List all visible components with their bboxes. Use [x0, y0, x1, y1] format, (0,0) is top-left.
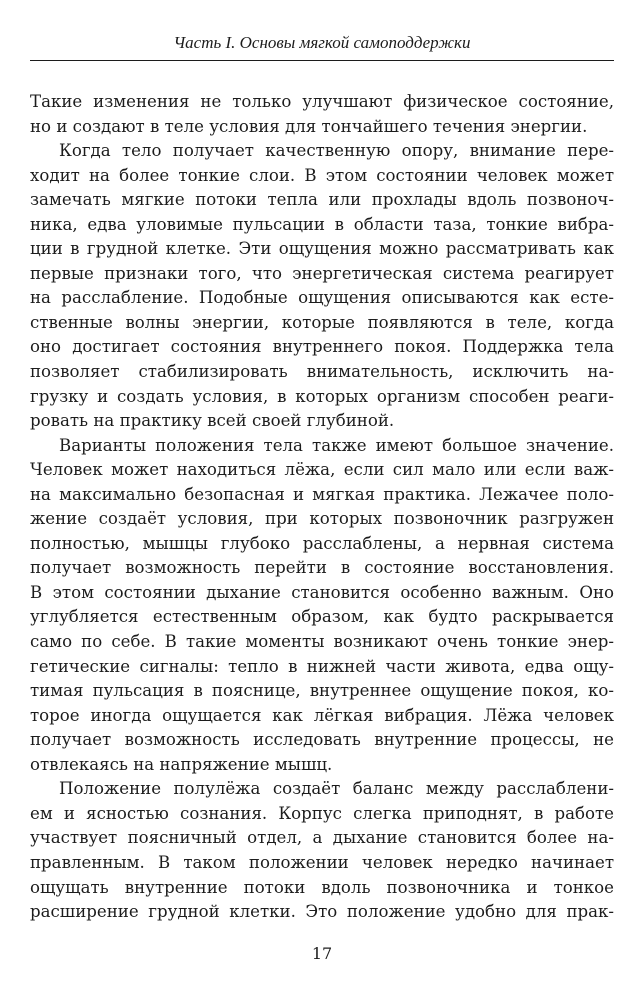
text-line: участвует поясничный отдел, а дыхание становится более на-	[30, 828, 614, 848]
text-line: первые признаки того, что энергетическая система реагирует	[30, 263, 614, 283]
text-line: Такие изменения не только улучшают физическое состояние,	[30, 92, 614, 111]
text-line: В этом состоянии дыхание становится особенно важным. Оно	[30, 582, 614, 602]
running-head: Часть I. Основы мягкой самоподдержки	[173, 33, 471, 52]
text-line: грузку и создать условия, в которых организм способен реаги-	[30, 386, 614, 406]
text-line: на расслабление. Подобные ощущения описываются как есте-	[30, 288, 614, 308]
text-line: ем и ясностью сознания. Корпус слегка приподнят, в работе	[30, 803, 614, 823]
text-line: жение создаёт условия, при которых позвоночник разгружен	[30, 509, 614, 529]
text-line: расширение грудной клетки. Это положение удобно для прак-	[30, 902, 614, 922]
text-line: ровать на практику всей своей глубиной.	[30, 411, 395, 431]
text-line: отвлекаясь на напряжение мышц.	[30, 754, 333, 774]
page-number: 17	[311, 944, 333, 963]
text-line: получает возможность перейти в состояние восстановления.	[30, 558, 614, 578]
text-line: Положение полулёжа создаёт баланс между расслаблени-	[59, 779, 614, 799]
text-line: само по себе. В такие моменты возникают очень тонкие энер-	[30, 632, 614, 652]
text-line: ника, едва уловимые пульсации в области таза, тонкие вибра-	[30, 214, 614, 234]
text-line: углубляется естественным образом, как будто раскрывается	[30, 607, 614, 627]
text-line: торое иногда ощущается как лёгкая вибрация. Лёжа человек	[30, 705, 614, 725]
paragraph	[30, 139, 614, 434]
text-line: замечать мягкие потоки тепла или прохлады вдоль позвоноч-	[30, 190, 614, 210]
text-line: на максимально безопасная и мягкая практика. Лежачее поло-	[30, 484, 614, 504]
text-line: получает возможность исследовать внутренние процессы, не	[30, 730, 614, 750]
text-line: Когда тело получает качественную опору, внимание пере-	[59, 141, 614, 161]
text-line: правленным. В таком положении человек нередко начинает	[30, 852, 614, 872]
text-line: тимая пульсация в пояснице, внутреннее ощущение покоя, ко-	[30, 681, 614, 701]
text-line: но и создают в теле условия для тончайшего течения энергии.	[30, 116, 588, 136]
text-line: ощущать внутренние потоки вдоль позвоночника и тонкое	[30, 877, 614, 897]
text-line: Варианты положения тела также имеют большое значение.	[59, 435, 614, 455]
text-line: позволяет стабилизировать внимательность, исключить на-	[30, 362, 614, 382]
text-line: ходит на более тонкие слои. В этом состоянии человек может	[30, 165, 614, 185]
text-line: Человек может находиться лёжа, если сил мало или если важ-	[30, 460, 614, 480]
paragraph	[30, 434, 614, 778]
text-line: ственные волны энергии, которые появляются в теле, когда	[30, 312, 614, 332]
text-line: полностью, мышцы глубоко расслаблены, а нервная система	[30, 533, 614, 553]
header-rule	[30, 60, 614, 61]
paragraph	[30, 90, 614, 139]
text-line: гетические сигналы: тепло в нижней части живота, едва ощу-	[30, 656, 614, 676]
body-text	[30, 90, 614, 925]
paragraph	[30, 777, 614, 924]
text-line: оно достигает состояния внутреннего покоя. Поддержка тела	[30, 337, 614, 357]
text-line: ции в грудной клетке. Эти ощущения можно рассматривать как	[30, 239, 614, 259]
